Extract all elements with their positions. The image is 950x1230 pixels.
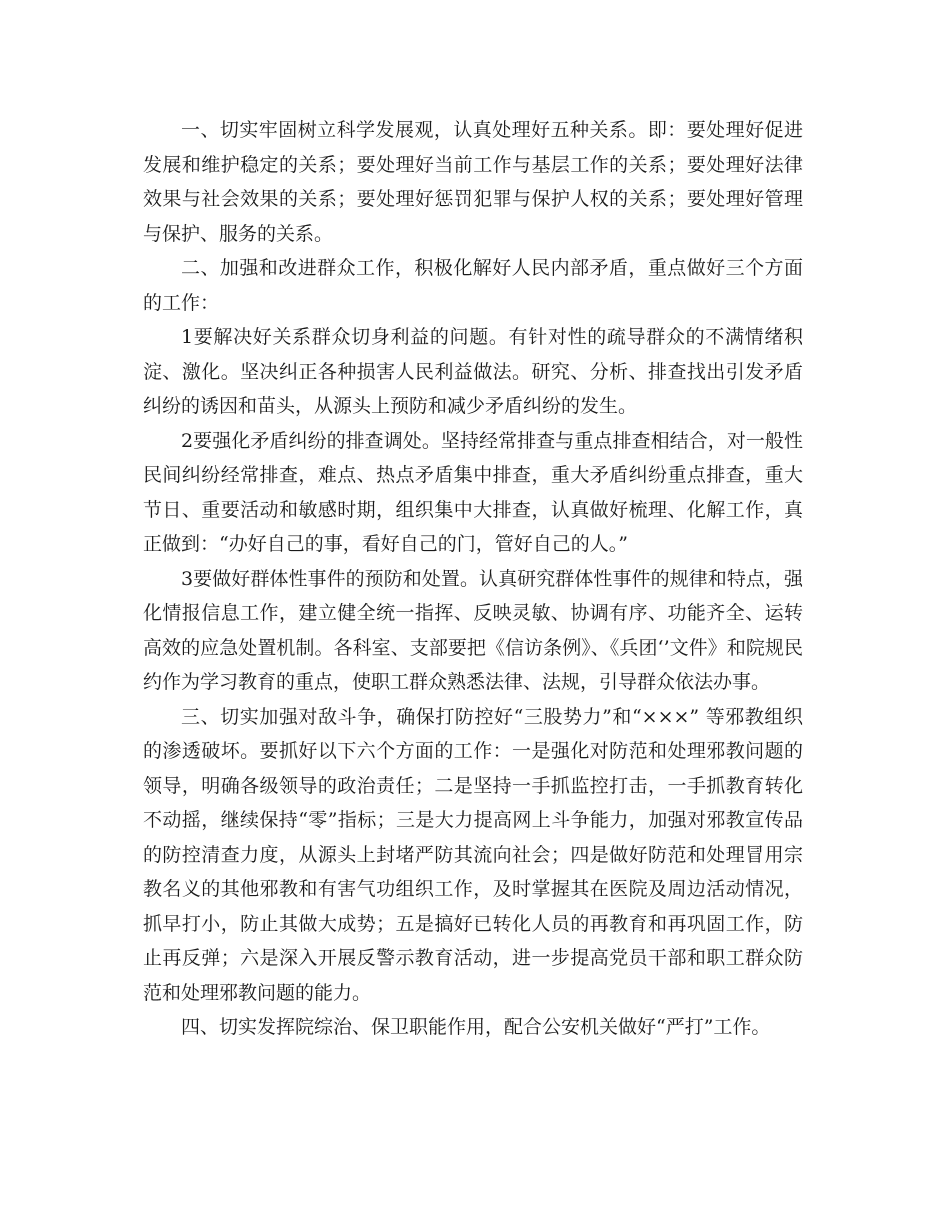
paragraph-5: 3要做好群体性事件的预防和处置。认真研究群体性事件的规律和特点，强化情报信息工作，建立健全统一指挥、反映灵敏、协调有序、功能齐全、运转高效的应急处置机制。各科室、支部要把《信访条例》、《兵团‘’文件》和院规民约作为学习教育的重点，使职工群众熟悉法律、法规，引导群众依法办事。 (143, 567, 803, 693)
paragraph-4: 2要强化矛盾纠纷的排查调处。坚持经常排查与重点排查相结合，对一般性民间纠纷经常排查，难点、热点矛盾集中排查，重大矛盾纠纷重点排查，重大节日、重要活动和敏感时期，组织集中大排查，认真做好梳理、化解工作，真正做到：“办好自己的事，看好自己的门，管好自己的人。” (143, 429, 803, 555)
paragraph-7: 四、切实发挥院综治、保卫职能作用，配合公安机关做好“严打”工作。 (181, 1016, 771, 1038)
paragraph-6: 三、切实加强对敌斗争，确保打防控好“三股势力”和“×××” 等邪教组织的渗透破坏。要抓好以下六个方面的工作：一是强化对防范和处理邪教问题的领导，明确各级领导的政治责任；二是坚持一手抓监控打击，一手抓教育转化不动摇，继续保持“零”指标；三是大力提高网上斗争能力，加强对邪教宣传品的防控清查力度，从源头上封堵严防其流向社会；四是做好防范和处理冒用宗教名义的其他邪教和有害气功组织工作，及时掌握其在医院及周边活动情况，抓早打小，防止其做大成势；五是搞好已转化人员的再教育和再巩固工作，防止再反弹；六是深入开展反警示教育活动，进一步提高党员干部和职工群众防范和处理邪教问题的能力。 (143, 705, 803, 1004)
document-body (143, 113, 803, 1045)
paragraph-2: 二、加强和改进群众工作，积极化解好人民内部矛盾，重点做好三个方面的工作： (143, 257, 803, 314)
paragraph-3: 1要解决好关系群众切身利益的问题。有针对性的疏导群众的不满情绪积淀、激化。坚决纠正各种损害人民利益做法。研究、分析、排查找出引发矛盾纠纷的诱因和苗头，从源头上预防和减少矛盾纠纷的发生。 (143, 326, 803, 417)
paragraph-1: 一、切实牢固树立科学发展观，认真处理好五种关系。即：要处理好促进发展和维护稳定的关系；要处理好当前工作与基层工作的关系；要处理好法律效果与社会效果的关系；要处理好惩罚犯罪与保护人权的关系；要处理好管理与保护、服务的关系。 (143, 119, 803, 245)
